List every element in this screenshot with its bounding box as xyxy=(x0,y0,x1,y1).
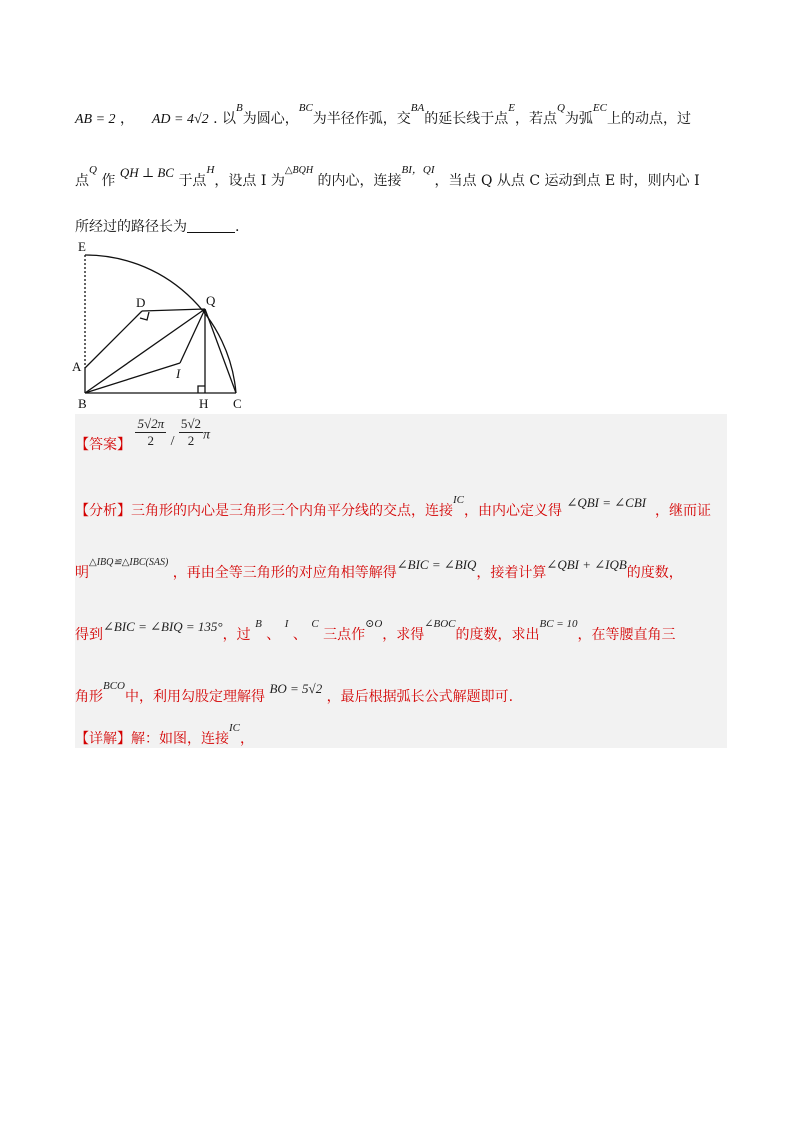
math-ad: AD = 4√2 xyxy=(151,112,209,127)
answer-blank xyxy=(187,218,235,233)
right-angle-h xyxy=(198,386,205,393)
label-c: C xyxy=(233,396,242,411)
question-line-2: 点$^Q$ 作 QH ⊥ BC 于点$^H$，设点 I 为$^{\triangle BQH}$ 的内心，连接$^{BI,QI}$，当点 Q 从点 C 运动到点 E 时，则内心 I xyxy=(75,164,700,189)
segment-bq xyxy=(85,309,205,393)
label-a: A xyxy=(72,359,82,374)
math-ab: AB = 2 xyxy=(75,112,116,127)
solution-panel xyxy=(75,414,727,748)
label-d: D xyxy=(136,295,146,310)
analysis-line-3: 得到∠BIC = ∠BIQ = 135°，过 $^B$ 、 $^I$ 、 $^C$ 三点作$^{⊙O}$，求得$^{\angle BOC}$的度数，求出$^{BC = 10}$，在等腰直角三 xyxy=(75,618,676,643)
answer-frac-2: $\frac{5√2}{2}$ xyxy=(180,416,202,448)
question-line-3: 所经过的路径长为 . xyxy=(75,219,240,235)
question-line-1: AB = 2 ， AD = 4√2 . 以$^B$为圆心，$^{BC}$为半径作弧，交$^{BA}$的延长线于点$^E$，若点$^Q$为弧$^{EC}$上的动点，过 xyxy=(75,102,691,127)
label-q: Q xyxy=(206,293,216,308)
label-h: H xyxy=(199,396,209,411)
label-b: B xyxy=(78,396,87,411)
right-angle-d xyxy=(140,312,149,320)
analysis-line-1: 【分析】三角形的内心是三角形三个内角平分线的交点，连接$^{IC}$，由内心定义得 ∠QBI = ∠CBI ，继而证 xyxy=(75,494,712,519)
answer-row: 【答案】 $\frac{5√2\pi}{2}$ / $\frac{5√2}{2}$ π xyxy=(75,416,211,453)
segment-qc xyxy=(205,309,236,393)
label-e: E xyxy=(78,239,86,254)
segment-dq xyxy=(142,309,205,311)
detail-line: 【详解】解：如图，连接$^{IC}$， xyxy=(75,722,254,747)
detail-tag: 【详解】 xyxy=(75,731,131,747)
geometry-figure xyxy=(68,236,264,414)
analysis-line-4: 角形$^{BCO}$中，利用勾股定理解得 BO = 5√2 ，最后根据弧长公式解题即可. xyxy=(75,680,514,705)
answer-frac-1: $\frac{5√2\pi}{2}$ xyxy=(137,416,165,448)
analysis-line-2: 明$^{\triangle IBQ≌\triangle IBC(SAS)}$ ，再由全等三角形的对应角相等解得∠BIC = ∠BIQ，接着计算∠QBI + ∠IQB的度数， xyxy=(75,557,683,581)
math-qh-perp-bc: QH ⊥ BC xyxy=(119,165,174,180)
answer-tag: 【答案】 xyxy=(75,436,131,453)
analysis-tag: 【分析】 xyxy=(75,503,131,519)
arc-ec xyxy=(85,255,236,393)
segment-bi xyxy=(85,363,180,393)
label-i: I xyxy=(176,366,181,381)
